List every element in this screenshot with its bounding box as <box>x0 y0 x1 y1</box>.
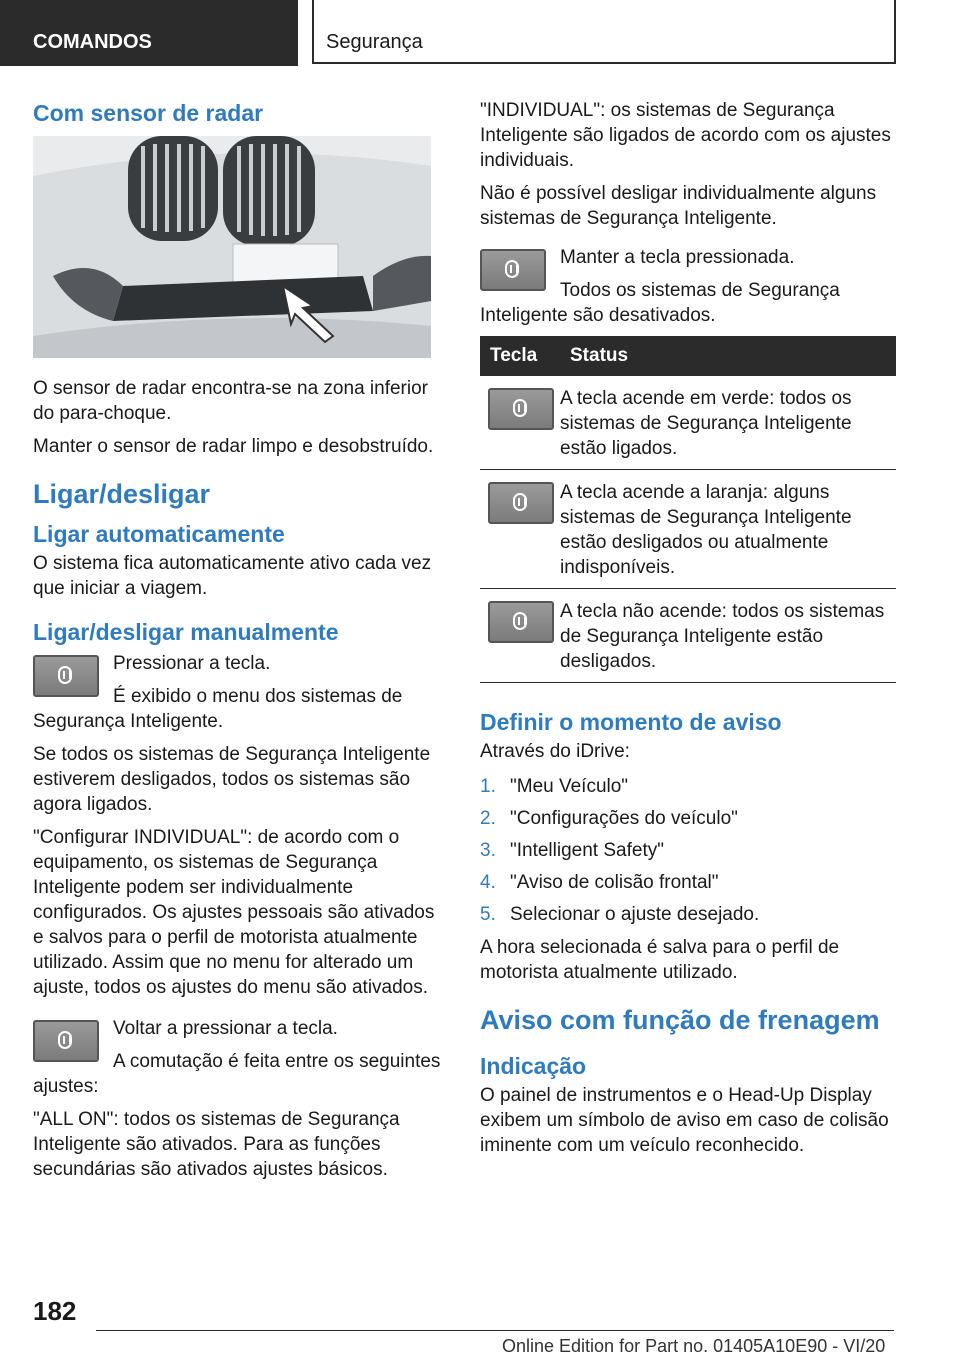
heading-manual: Ligar/desligar manualmente <box>33 619 339 645</box>
safety-key-icon <box>33 1020 99 1062</box>
cannot-disable-text: Não é possível desligar individualmente alguns sistemas de Segurança Inteligente. <box>480 183 877 229</box>
individual-text: "INDIVIDUAL": os sistemas de Segurança Inteligente são ligados de acordo com os ajustes individuais. <box>480 100 891 171</box>
list-item: 3. "Intelligent Safety" <box>480 840 664 861</box>
radar-text-2: Manter o sensor de radar limpo e desobstruído. <box>33 436 434 457</box>
safety-key-icon <box>488 601 554 643</box>
auto-text: O sistema fica automaticamente ativo cada vez que iniciar a viagem. <box>33 553 432 599</box>
table-row <box>480 376 896 470</box>
heading-indication: Indicação <box>480 1053 587 1079</box>
col-key: Tecla <box>480 336 560 376</box>
display-text: O painel de instrumentos e o Head-Up Display exibem um símbolo de aviso em caso de colisão iminente com um veículo reconhecido. <box>480 1085 889 1156</box>
key3-text-1: Manter a tecla pressionada. <box>560 247 795 268</box>
page-header <box>0 0 960 66</box>
radar-text-1: O sensor de radar encontra-se na zona inferior do para-choque. <box>33 378 428 424</box>
edition-text: Online Edition for Part no. 01405A10E90 - VI/20 <box>502 1336 886 1356</box>
table-row <box>480 589 896 683</box>
heading-warning-time: Definir o momento de aviso <box>480 709 782 735</box>
steps-list <box>480 774 896 927</box>
key-step-press <box>33 651 449 734</box>
key3-text-2: Todos os sistemas de Segurança Inteligente são desativados. <box>480 280 840 326</box>
table-header <box>480 336 896 376</box>
key1-text-1: Pressionar a tecla. <box>113 653 271 674</box>
bumper-photo <box>33 136 431 358</box>
left-column <box>33 98 449 1190</box>
idrive-text: Através do iDrive: <box>480 741 630 762</box>
table-row <box>480 470 896 589</box>
heading-brake-warning: Aviso com função de frenagem <box>480 1005 880 1035</box>
status-cell: A tecla não acende: todos os sistemas de Segurança Inteligente estão desligados. <box>560 589 896 683</box>
right-column <box>480 98 896 1166</box>
manual-text-2: "Configurar INDIVIDUAL": de acordo com o equipamento, os sistemas de Segurança Inteligente podem ser individualmente configurados. Os ajustes pessoais são ativados e salvos para o perfil de motorista atualmente utilizado. Assim que no menu for alterado um ajuste, todos os ajustes do menu são ativados. <box>33 827 435 998</box>
key-step-press-again <box>33 1016 449 1099</box>
key2-text-2: A comutação é feita entre os seguintes ajustes: <box>33 1051 441 1097</box>
safety-key-icon <box>33 655 99 697</box>
key-step-hold <box>480 245 896 328</box>
key1-text-2: É exibido o menu dos sistemas de Segurança Inteligente. <box>33 686 403 732</box>
list-item: 4. "Aviso de colisão frontal" <box>480 872 719 893</box>
safety-key-icon <box>488 388 554 430</box>
section-tab: COMANDOS <box>0 0 298 66</box>
list-item: 1. "Meu Veículo" <box>480 776 629 797</box>
page-number: 182 <box>33 1296 77 1326</box>
status-cell: A tecla acende em verde: todos os sistemas de Segurança Inteligente estão ligados. <box>560 376 896 470</box>
footer-divider <box>96 1330 894 1331</box>
manual-text-1: Se todos os sistemas de Segurança Inteligente estiverem desligados, todos os sistemas são agora ligados. <box>33 744 431 815</box>
safety-key-icon <box>480 249 546 291</box>
list-item: 5. Selecionar o ajuste desejado. <box>480 904 760 925</box>
all-on-text: "ALL ON": todos os sistemas de Segurança Inteligente são ativados. Para as funções secundárias são ativados ajustes básicos. <box>33 1109 400 1180</box>
list-item: 2. "Configurações do veículo" <box>480 808 738 829</box>
heading-radar: Com sensor de radar <box>33 100 264 126</box>
chapter-tab: Segurança <box>312 0 896 64</box>
status-table <box>480 336 896 683</box>
heading-auto: Ligar automaticamente <box>33 521 285 547</box>
heading-on-off: Ligar/desligar <box>33 479 211 509</box>
status-cell: A tecla acende a laranja: alguns sistemas de Segurança Inteligente estão desligados ou atualmente indisponíveis. <box>560 470 896 589</box>
col-status: Status <box>560 336 896 376</box>
safety-key-icon <box>488 482 554 524</box>
saved-text: A hora selecionada é salva para o perfil de motorista atualmente utilizado. <box>480 937 840 983</box>
key2-text-1: Voltar a pressionar a tecla. <box>113 1018 338 1039</box>
